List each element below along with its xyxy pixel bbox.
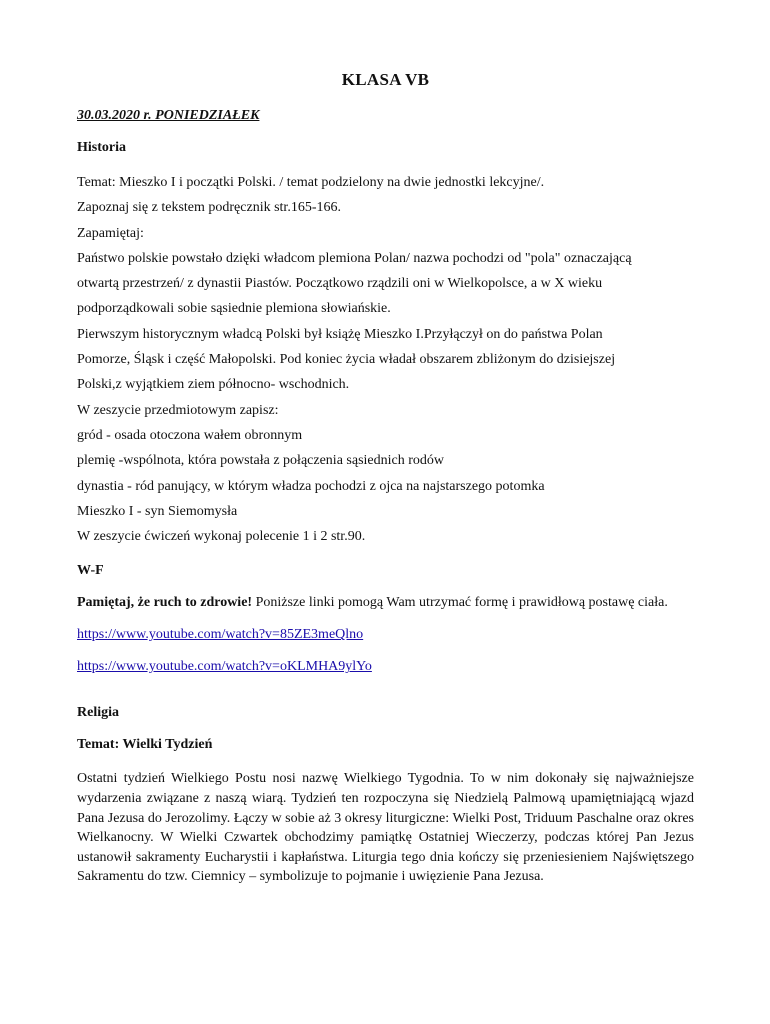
historia-section <box>77 140 694 549</box>
text-line: Państwo polskie powstało dzięki władcom plemiona Polan/ nazwa pochodzi od "pola" oznaczającą <box>77 250 632 266</box>
historia-text <box>77 170 694 549</box>
religia-section <box>77 705 694 887</box>
youtube-link-1[interactable]: https://www.youtube.com/watch?v=85ZE3meQlno <box>77 627 364 643</box>
document-title: KLASA VB <box>341 70 430 89</box>
text-line: gród - osada otoczona wałem obronnym <box>77 427 303 443</box>
date-heading: 30.03.2020 r. PONIEDZIAŁEK <box>77 108 260 123</box>
text-line: podporządkowali sobie sąsiednie plemiona słowiańskie. <box>77 301 391 317</box>
text-line: Pierwszym historycznym władcą Polski był książę Mieszko I.Przyłączył on do państwa Polan <box>77 326 603 342</box>
religia-topic: Temat: Wielki Tydzień <box>77 737 213 753</box>
wf-text: Poniższe linki pomogą Wam utrzymać formę i prawidłową postawę ciała. <box>252 595 668 611</box>
text-line: plemię -wspólnota, która powstała z połączenia sąsiednich rodów <box>77 453 444 469</box>
religia-heading: Religia <box>77 705 119 721</box>
text-line: Pomorze, Śląsk i część Małopolski. Pod koniec życia władał obszarem zbliżonym do dzisiejszej <box>77 352 616 368</box>
text-line: Polski,z wyjątkiem ziem północno- wschodnich. <box>77 377 350 393</box>
text-line: Zapoznaj się z tekstem podręcznik str.165-166. <box>77 200 341 216</box>
text-line: Zapamiętaj: <box>77 225 144 241</box>
youtube-link-2[interactable]: https://www.youtube.com/watch?v=oKLMHA9ylYo <box>77 659 372 675</box>
text-line: Temat: Mieszko I i początki Polski. / temat podzielony na dwie jednostki lekcyjne/. <box>77 175 545 190</box>
text-line: W zeszycie ćwiczeń wykonaj polecenie 1 i 2 str.90. <box>77 529 366 545</box>
historia-heading: Historia <box>77 140 126 155</box>
text-line: W zeszycie przedmiotowym zapisz: <box>77 402 279 418</box>
religia-paragraph: Ostatni tydzień Wielkiego Postu nosi nazwę Wielkiego Tygodnia. To w nim dokonały się najważniejsze wydarzenia związane z naszą wiarą. Tydzień ten rozpoczyna się Niedzielą Palmową upamiętniającą wjazd Pana Jezusa do Jerozolimy. Łączy w sobie aż 3 okresy liturgiczne: Wielki Post, Triduum Paschalne oraz okres Wielkanocny. W Wielki Czwartek obchodzimy pamiątkę Ostatniej Wieczerzy, podczas której Pan Jezus ustanowił sakramenty Eucharystii i kapłaństwa. Liturgia tego dnia kończy się przeniesieniem Najświętszego Sakramentu do tzw. Ciemnicy – symbolizuje to pojmanie i uwięzienie Pana Jezusa. <box>77 771 694 885</box>
text-line: dynastia - ród panujący, w którym władza pochodzi z ojca na najstarszego potomka <box>77 478 545 494</box>
wf-paragraph <box>77 593 694 613</box>
wf-bold-text: Pamiętaj, że ruch to zdrowie! <box>77 595 253 611</box>
wf-heading: W-F <box>77 563 104 579</box>
wf-section <box>77 563 694 677</box>
text-line: otwartą przestrzeń/ z dynastii Piastów. Początkowo rządzili oni w Wielkopolsce, a w X wieku <box>77 276 603 292</box>
text-line: Mieszko I - syn Siemomysła <box>77 503 238 519</box>
